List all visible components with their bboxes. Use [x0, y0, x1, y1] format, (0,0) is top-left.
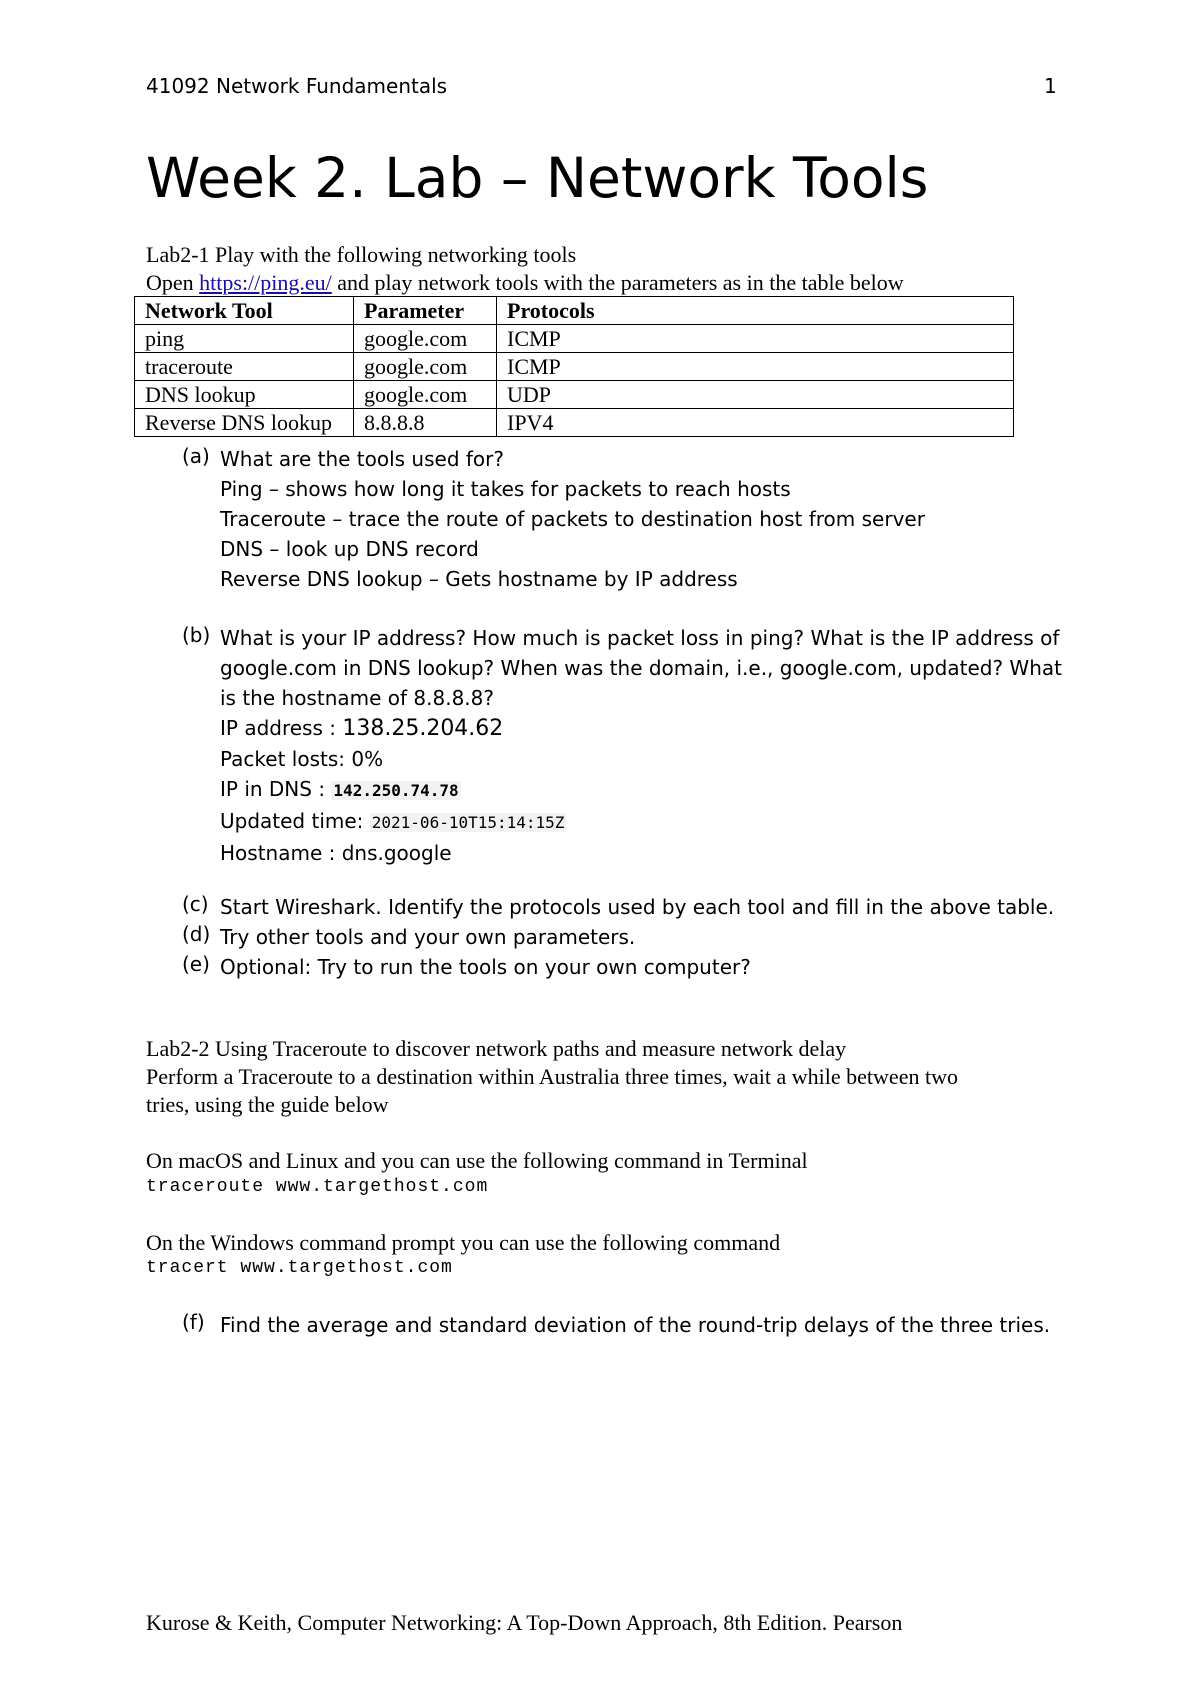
open-prefix: Open [146, 270, 200, 295]
lab1-open-line [146, 270, 904, 296]
column-header: Parameter [354, 297, 497, 325]
table-cell: IPV4 [497, 409, 1014, 437]
question-a [182, 444, 1062, 594]
page-number: 1 [1044, 74, 1057, 98]
table-cell: 8.8.8.8 [354, 409, 497, 437]
question-label: (d) [182, 922, 211, 946]
ip-address-answer [220, 713, 1062, 744]
ip-label: IP address : [220, 716, 343, 740]
table-cell: DNS lookup [135, 381, 354, 409]
question-label: (f) [182, 1310, 205, 1334]
ip-value: 138.25.204.62 [342, 716, 504, 741]
page-footer: Kurose & Keith, Computer Networking: A Top-Down Approach, 8th Edition. Pearson [146, 1610, 903, 1635]
page-title: Week 2. Lab – Network Tools [146, 146, 929, 210]
table-cell: Reverse DNS lookup [135, 409, 354, 437]
question-label: (c) [182, 892, 209, 916]
ping-eu-link[interactable]: https://ping.eu/ [199, 270, 332, 295]
lab2-desc-line1: Perform a Traceroute to a destination within Australia three times, wait a while between two [146, 1064, 958, 1089]
question-c [182, 892, 1062, 922]
table-cell: ICMP [497, 353, 1014, 381]
lab2-desc-line2: tries, using the guide below [146, 1092, 389, 1117]
question-b [182, 623, 1062, 868]
lab2-intro: Lab2-2 Using Traceroute to discover network paths and measure network delay [146, 1036, 847, 1061]
question-text: Optional: Try to run the tools on your own computer? [220, 955, 751, 979]
question-label: (b) [182, 623, 211, 647]
table-cell: ICMP [497, 325, 1014, 353]
question-text: Start Wireshark. Identify the protocols used by each tool and fill in the above table. [220, 895, 1055, 919]
question-text: What is your IP address? How much is packet loss in ping? What is the IP address of google.com in DNS lookup? When was the domain, i.e., google.com, updated? What is the hostname of 8.8.8.8? [220, 626, 1062, 710]
table-cell: google.com [354, 353, 497, 381]
dns-label: IP in DNS : [220, 777, 332, 801]
table-cell: google.com [354, 381, 497, 409]
answer-line: Ping – shows how long it takes for packets to reach hosts [220, 477, 791, 501]
lab1-intro: Lab2-1 Play with the following networking tools [146, 242, 577, 267]
question-text: What are the tools used for? [220, 447, 505, 471]
table-cell: UDP [497, 381, 1014, 409]
packet-loss-answer: Packet losts: 0% [220, 747, 384, 771]
question-text: Find the average and standard deviation of the round-trip delays of the three tries. [220, 1313, 1051, 1337]
updated-time-answer [220, 806, 1062, 838]
table-row [135, 409, 1014, 437]
updated-label: Updated time: [220, 809, 370, 833]
dns-ip-answer [220, 774, 1062, 806]
question-d [182, 922, 1062, 952]
question-text: Try other tools and your own parameters. [220, 925, 636, 949]
answer-line: Reverse DNS lookup – Gets hostname by IP address [220, 567, 738, 591]
table-row [135, 325, 1014, 353]
hostname-answer: Hostname : dns.google [220, 841, 452, 865]
question-e [182, 952, 1062, 982]
answer-line: Traceroute – trace the route of packets to destination host from server [220, 507, 925, 531]
mac-instructions: On macOS and Linux and you can use the following command in Terminal [146, 1148, 808, 1173]
question-label: (e) [182, 952, 210, 976]
windows-instructions: On the Windows command prompt you can use the following command [146, 1230, 781, 1255]
dns-value: 142.250.74.78 [333, 781, 459, 800]
course-header: 41092 Network Fundamentals [146, 74, 448, 98]
answer-line: DNS – look up DNS record [220, 537, 479, 561]
column-header: Network Tool [135, 297, 354, 325]
table-row [135, 353, 1014, 381]
table-row [135, 381, 1014, 409]
column-header: Protocols [497, 297, 1014, 325]
open-suffix: and play network tools with the parameters as in the table below [331, 270, 904, 295]
windows-command: tracert www.targethost.com [146, 1258, 453, 1278]
question-f [182, 1310, 1062, 1340]
table-header-row [135, 297, 1014, 325]
table-cell: ping [135, 325, 354, 353]
table-cell: google.com [354, 325, 497, 353]
question-label: (a) [182, 444, 210, 468]
table-cell: traceroute [135, 353, 354, 381]
updated-value: 2021-06-10T15:14:15Z [371, 813, 565, 832]
network-tools-table [134, 296, 1014, 437]
mac-command: traceroute www.targethost.com [146, 1177, 489, 1197]
